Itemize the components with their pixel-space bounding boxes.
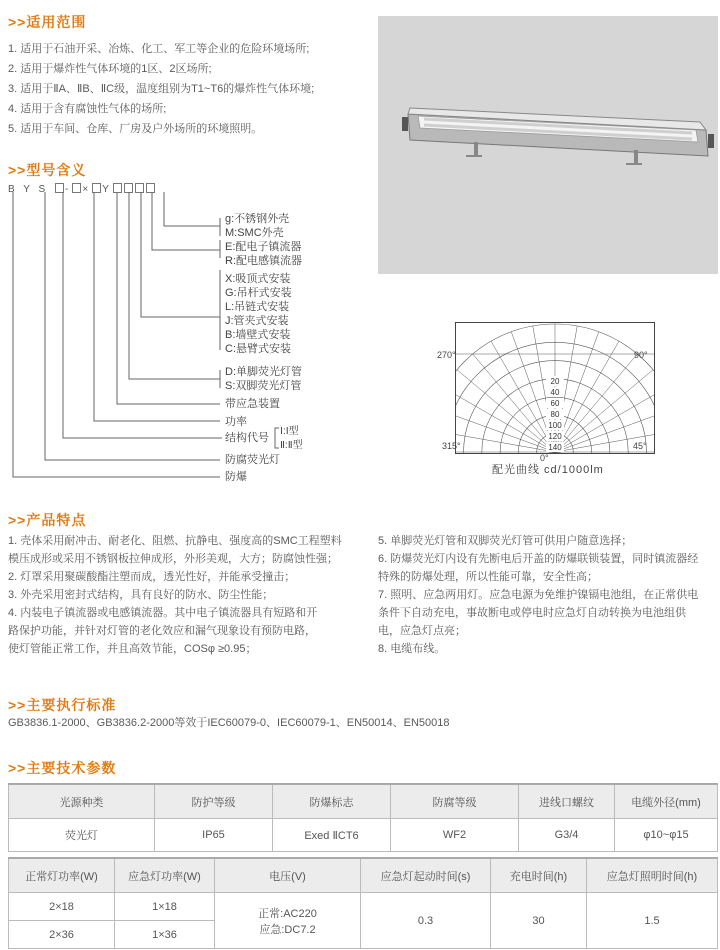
table-header-row [9, 858, 718, 893]
chart-caption: 配光曲线 cd/1000lm [492, 464, 604, 476]
list-item: 电，应急灯点亮； [378, 625, 466, 637]
params-table-1 [8, 783, 718, 852]
tick-label: 80 [550, 410, 560, 419]
table-cell: 30 [491, 893, 587, 949]
model-label: 带应急装置 [225, 398, 280, 410]
table-header-cell: 光源种类 [9, 784, 155, 819]
model-label: X:吸顶式安装 [225, 273, 291, 285]
table-cell: 1×18 [115, 893, 215, 921]
model-label: 功率 [225, 416, 247, 428]
model-label: Ⅱ:Ⅱ型 [280, 440, 303, 451]
tick-label: 140 [548, 443, 562, 452]
list-item: 路保护功能，并针对灯管的老化效应和漏气现象设有预防电路， [8, 625, 316, 637]
angle-label-315: 315° [442, 441, 461, 451]
list-item: 1. 壳体采用耐冲击、耐老化、阻燃、抗静电、强度高的SMC工程塑料 [8, 535, 342, 547]
section-title-params: >>主要技术参数 [8, 760, 117, 776]
model-code-y: Y [102, 184, 112, 195]
table-header-cell: 防腐等级 [391, 784, 519, 819]
model-label: Ⅰ:Ⅰ型 [280, 426, 299, 437]
model-label: D:单脚荧光灯管 [225, 366, 302, 378]
table-cell: G3/4 [519, 819, 615, 852]
list-item: 使灯管能正常工作，并且高效节能，COSφ ≥0.95； [8, 643, 257, 655]
table-header-cell: 应急灯功率(W) [115, 858, 215, 893]
table-header-cell: 防爆标志 [273, 784, 391, 819]
standards-text: GB3836.1-2000、GB3836.2-2000等效于IEC60079-0、IEC60079-1、EN50014、EN50018 [8, 717, 450, 729]
tick-label: 60 [550, 399, 560, 408]
section-title-features: >>产品特点 [8, 512, 87, 528]
table-cell: 1×36 [115, 921, 215, 949]
table-header-cell: 进线口螺纹 [519, 784, 615, 819]
list-item: 4. 内装电子镇流器或电感镇流器。其中电子镇流器具有短路和开 [8, 607, 318, 619]
angle-label-45: 45° [633, 441, 647, 451]
explosion-proof-lamp-image [378, 16, 718, 274]
table-row [9, 819, 718, 852]
model-label: S:双脚荧光灯管 [225, 380, 302, 392]
list-item: 4. 适用于含有腐蚀性气体的场所; [8, 103, 167, 115]
list-item: 1. 适用于石油开采、冶炼、化工、军工等企业的危险环境场所; [8, 43, 310, 55]
model-label: M:SMC外壳 [225, 227, 284, 239]
list-item: 3. 外壳采用密封式结构，具有良好的防水、防尘性能； [8, 589, 274, 601]
angle-label-90: 90° [634, 350, 648, 360]
model-breakdown-lines [0, 190, 230, 490]
model-label: L:吊链式安装 [225, 301, 290, 313]
model-label: 防爆 [225, 471, 247, 483]
tick-label: 120 [548, 432, 562, 441]
list-item: 6. 防爆荧光灯内设有先断电后开盖的防爆联锁装置，同时镇流器经 [378, 553, 699, 565]
table-header-cell: 电压(V) [215, 858, 361, 893]
table-row [9, 893, 718, 921]
section-title-scope: >>适用范围 [8, 14, 87, 30]
model-label: g:不锈钢外壳 [225, 213, 290, 225]
model-label: B:墙壁式安装 [225, 329, 291, 341]
table-header-cell: 应急灯起动时间(s) [361, 858, 491, 893]
model-label: E:配电子镇流器 [225, 241, 302, 253]
tick-label: 20 [550, 377, 560, 386]
section-title-standards: >>主要执行标准 [8, 697, 117, 713]
section-title-model: >>型号含义 [8, 162, 87, 178]
model-label: 结构代号 [225, 432, 269, 444]
table-cell: WF2 [391, 819, 519, 852]
table-header-cell: 防护等级 [155, 784, 273, 819]
model-label: C:悬臂式安装 [225, 343, 291, 355]
table-header-cell: 充电时间(h) [491, 858, 587, 893]
table-cell: 荧光灯 [9, 819, 155, 852]
table-header-row [9, 784, 718, 819]
model-code-prefix: B Y S [8, 184, 49, 195]
light-distribution-chart [455, 322, 655, 460]
list-item: 模压成形或采用不锈钢板拉伸成形，外形美观，大方；防腐蚀性强； [8, 553, 338, 565]
model-code-separator: × [82, 184, 92, 195]
list-item: 条件下自动充电，事故断电或停电时应急灯自动转换为电池组供 [378, 607, 686, 619]
tick-label: 40 [550, 388, 560, 397]
params-table-2 [8, 857, 718, 949]
table-cell-voltage [215, 893, 361, 949]
list-item: 2. 灯罩采用聚碳酸酯注塑而成，透光性好，并能承受撞击； [8, 571, 296, 583]
table-header-cell: 应急灯照明时间(h) [587, 858, 718, 893]
list-item: 3. 适用于ⅡA、ⅡB、ⅡC级，温度组别为T1~T6的爆炸性气体环境; [8, 83, 315, 95]
list-item: 特殊的防爆处理，所以性能可靠，安全性高； [378, 571, 598, 583]
voltage-normal: 正常:AC220 [258, 907, 317, 920]
angle-label-270: 270° [437, 350, 456, 360]
model-label: G:吊杆式安装 [225, 287, 292, 299]
model-label: J:管夹式安装 [225, 315, 289, 327]
model-label: R:配电感镇流器 [225, 255, 302, 267]
table-cell: Exed ⅡCT6 [273, 819, 391, 852]
list-item: 2. 适用于爆炸性气体环境的1区、2区场所; [8, 63, 212, 75]
table-cell: φ10~φ15 [615, 819, 718, 852]
table-cell: 2×18 [9, 893, 115, 921]
bracket [273, 427, 281, 449]
table-header-cell: 电缆外径(mm) [615, 784, 718, 819]
table-cell: 2×36 [9, 921, 115, 949]
model-code-separator: - [65, 184, 72, 195]
tick-label: 100 [548, 421, 562, 430]
angle-label-0: 0° [540, 453, 549, 463]
model-label: 防腐荧光灯 [225, 454, 280, 466]
list-item: 5. 单脚荧光灯管和双脚荧光灯管可供用户随意选择； [378, 535, 633, 547]
table-cell: IP65 [155, 819, 273, 852]
list-item: 8. 电缆布线。 [378, 643, 446, 655]
voltage-emergency: 应急:DC7.2 [259, 923, 316, 936]
table-header-cell: 正常灯功率(W) [9, 858, 115, 893]
list-item: 7. 照明、应急两用灯。应急电源为免维护镍镉电池组，在正常供电 [378, 589, 699, 601]
list-item: 5. 适用于车间、仓库、厂房及户外场所的环境照明。 [8, 123, 263, 135]
table-cell: 1.5 [587, 893, 718, 949]
product-photo [378, 16, 718, 274]
table-cell: 0.3 [361, 893, 491, 949]
